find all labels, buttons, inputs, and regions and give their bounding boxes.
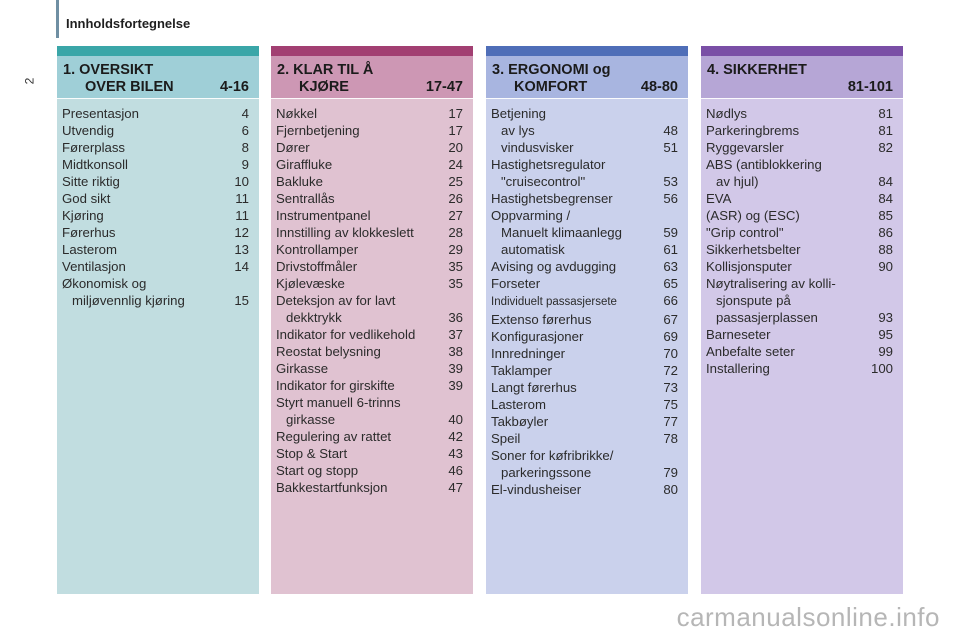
toc-entry-page: 78 (663, 431, 678, 446)
toc-entry-title: Reostat belysning (276, 344, 381, 359)
toc-entry-page: 79 (663, 465, 678, 480)
toc-entry-page: 35 (448, 259, 463, 274)
toc-entry[interactable] (62, 258, 249, 275)
toc-entry[interactable] (491, 379, 678, 396)
toc-entry[interactable] (491, 328, 678, 345)
toc-entry[interactable] (706, 122, 893, 139)
toc-entry[interactable] (706, 360, 893, 377)
toc-entry[interactable] (706, 139, 893, 156)
toc-entry-title: Taklamper (491, 363, 552, 378)
toc-entry-title: Oppvarming / (491, 208, 571, 223)
toc-entry-title: Dører (276, 140, 310, 155)
toc-entry-page: 80 (663, 482, 678, 497)
toc-entry[interactable] (276, 122, 463, 139)
toc-entry[interactable] (276, 479, 463, 496)
toc-entry-title: EVA (706, 191, 732, 206)
toc-entry-page: 84 (878, 174, 893, 189)
toc-entry-page: 37 (448, 327, 463, 342)
toc-entry[interactable] (276, 360, 463, 377)
toc-entry-page: 61 (663, 242, 678, 257)
toc-entry[interactable] (706, 190, 893, 207)
toc-entry[interactable] (276, 428, 463, 445)
section-heading[interactable] (486, 56, 688, 98)
toc-entry-page: 43 (448, 446, 463, 461)
toc-entry-title: Drivstoffmåler (276, 259, 358, 274)
toc-entry-page: 28 (448, 225, 463, 240)
section-color-bar (57, 46, 259, 56)
toc-entry-page: 93 (878, 310, 893, 325)
toc-entry-title: sjonspute på (716, 293, 791, 308)
toc-entry-title: Betjening (491, 106, 546, 121)
toc-entry[interactable] (491, 362, 678, 379)
toc-entry-page: 81 (878, 106, 893, 121)
toc-entry-page: 59 (663, 225, 678, 240)
section-entry-list (486, 99, 688, 498)
toc-entry-page: 4 (241, 106, 249, 121)
toc-entry[interactable] (276, 139, 463, 156)
toc-entry-title: ABS (antiblokkering (706, 157, 822, 172)
section-heading-title: 2. KLAR TIL Å (277, 62, 374, 78)
toc-entry-page: 84 (878, 191, 893, 206)
toc-entry-title: Deteksjon av for lavt (276, 293, 396, 308)
toc-entry[interactable] (491, 156, 678, 173)
section-heading-subtitle: KOMFORT (514, 79, 588, 95)
toc-entry-title: Speil (491, 431, 521, 446)
toc-entry-page: 11 (235, 191, 249, 206)
toc-entry[interactable] (491, 447, 678, 464)
toc-section-oversikt (57, 46, 259, 594)
toc-entry[interactable] (706, 309, 893, 326)
toc-entry[interactable] (276, 343, 463, 360)
toc-entry[interactable] (276, 207, 463, 224)
toc-entry-page: 10 (234, 174, 249, 189)
toc-entry-title: Førerhus (62, 225, 116, 240)
section-heading-title: 3. ERGONOMI og (492, 62, 611, 78)
section-color-bar (486, 46, 688, 56)
toc-entry-title: Kollisjonsputer (706, 259, 792, 274)
toc-entry[interactable] (276, 326, 463, 343)
toc-entry-title: Hastighetsregulator (491, 157, 606, 172)
toc-entry-title: Anbefalte seter (706, 344, 795, 359)
toc-entry[interactable] (62, 190, 249, 207)
toc-section-sikkerhet (701, 46, 903, 594)
toc-entry-title: Stop & Start (276, 446, 348, 461)
section-heading[interactable] (57, 56, 259, 98)
toc-entry-page: 20 (448, 140, 463, 155)
toc-entry[interactable] (62, 292, 249, 309)
toc-entry[interactable] (276, 377, 463, 394)
toc-entry-title: girkasse (286, 412, 336, 427)
toc-entry[interactable] (276, 275, 463, 292)
toc-entry-title: Fjernbetjening (276, 123, 360, 138)
toc-entry-page: 100 (870, 361, 893, 376)
toc-entry-page: 27 (448, 208, 463, 223)
toc-entry-title: Nøytralisering av kolli- (706, 276, 836, 291)
toc-entry[interactable] (62, 241, 249, 258)
section-entry-list (271, 99, 473, 496)
toc-entry[interactable] (276, 292, 463, 309)
watermark: carmanualsonline.info (676, 602, 940, 632)
toc-entry-title: Indikator for vedlikehold (276, 327, 416, 342)
toc-entry[interactable] (706, 275, 893, 292)
toc-entry-page: 29 (448, 242, 463, 257)
section-heading[interactable] (271, 56, 473, 98)
toc-entry[interactable] (491, 258, 678, 275)
toc-entry-page: 66 (663, 293, 678, 308)
toc-entry-title: av lys (501, 123, 535, 138)
toc-entry[interactable] (276, 190, 463, 207)
toc-entry[interactable] (706, 326, 893, 343)
section-entry-list (701, 99, 903, 377)
toc-entry[interactable] (706, 343, 893, 360)
section-page-range: 17-47 (425, 79, 463, 95)
toc-entry-page: 46 (448, 463, 463, 478)
toc-entry-page: 65 (663, 276, 678, 291)
page-title: Innholdsfortegnelse (66, 16, 191, 31)
toc-entry-page: 17 (448, 106, 463, 121)
toc-entry-page: 73 (663, 380, 678, 395)
toc-entry[interactable] (276, 173, 463, 190)
toc-entry-title: Nøkkel (276, 106, 318, 121)
toc-entry[interactable] (491, 224, 678, 241)
section-page-range: 81-101 (847, 79, 893, 95)
toc-entry-title: Økonomisk og (62, 276, 147, 291)
toc-entry-title: parkeringssone (501, 465, 592, 480)
toc-entry[interactable] (491, 481, 678, 498)
header-side-rule (56, 0, 59, 38)
toc-entry-title: Sentrallås (276, 191, 335, 206)
toc-entry-title: Kjølevæske (276, 276, 345, 291)
toc-entry-title: Sitte riktig (62, 174, 120, 189)
toc-entry[interactable] (706, 173, 893, 190)
toc-entry[interactable] (276, 105, 463, 122)
toc-entry-title: vindusvisker (501, 140, 574, 155)
toc-entry[interactable] (491, 413, 678, 430)
toc-entry-page: 53 (663, 174, 678, 189)
toc-entry[interactable] (491, 345, 678, 362)
toc-entry-title: Regulering av rattet (276, 429, 392, 444)
toc-entry-page: 13 (234, 242, 249, 257)
toc-entry[interactable] (276, 394, 463, 411)
toc-entry[interactable] (706, 156, 893, 173)
toc-entry-page: 70 (663, 346, 678, 361)
section-heading[interactable] (701, 56, 903, 98)
toc-entry-page: 14 (234, 259, 249, 274)
toc-entry-title: miljøvennlig kjøring (72, 293, 185, 308)
toc-section-klar-til-a-kjore (271, 46, 473, 594)
toc-entry-title: passasjerplassen (716, 310, 818, 325)
toc-entry-page: 75 (663, 397, 678, 412)
toc-entry-page: 40 (448, 412, 463, 427)
toc-entry-title: Innredninger (491, 346, 566, 361)
toc-entry-title: Langt førerhus (491, 380, 577, 395)
toc-section-ergonomi-og-komfort (486, 46, 688, 594)
toc-entry-title: Indikator for girskifte (276, 378, 395, 393)
toc-entry-title: Ventilasjon (62, 259, 126, 274)
toc-entry-title: Ryggevarsler (706, 140, 784, 155)
toc-entry-page: 38 (448, 344, 463, 359)
toc-entry[interactable] (276, 258, 463, 275)
toc-entry[interactable] (491, 275, 678, 292)
toc-entry-title: (ASR) og (ESC) (706, 208, 800, 223)
toc-entry-title: Extenso førerhus (491, 312, 592, 327)
toc-entry[interactable] (62, 156, 249, 173)
toc-entry[interactable] (491, 190, 678, 207)
section-heading-subtitle: OVER BILEN (85, 79, 174, 95)
toc-entry[interactable] (491, 122, 678, 139)
toc-entry[interactable] (62, 122, 249, 139)
toc-entry-page: 15 (234, 293, 249, 308)
toc-entry-page: 36 (448, 310, 463, 325)
toc-entry[interactable] (706, 224, 893, 241)
toc-entry-page: 12 (234, 225, 249, 240)
section-heading-title: 4. SIKKERHET (707, 62, 807, 78)
section-entry-list (57, 99, 259, 309)
toc-entry[interactable] (706, 207, 893, 224)
toc-entry[interactable] (706, 258, 893, 275)
toc-entry-title: Barneseter (706, 327, 771, 342)
toc-entry-title: Innstilling av klokkeslett (276, 225, 414, 240)
section-page-range: 48-80 (640, 79, 678, 95)
toc-entry-title: Bakluke (276, 174, 323, 189)
toc-entry-title: Start og stopp (276, 463, 359, 478)
toc-entry[interactable] (276, 411, 463, 428)
toc-entry-title: Lasterom (62, 242, 117, 257)
toc-entry-page: 26 (448, 191, 463, 206)
toc-entry[interactable] (706, 241, 893, 258)
toc-entry-page: 25 (448, 174, 463, 189)
toc-entry-page: 8 (241, 140, 249, 155)
section-color-bar (271, 46, 473, 56)
toc-entry-page: 24 (448, 157, 463, 172)
toc-entry-title: Hastighetsbegrenser (491, 191, 613, 206)
toc-entry-title: dekktrykk (286, 310, 342, 325)
toc-entry-title: Styrt manuell 6-trinns (276, 395, 401, 410)
toc-entry-title: Utvendig (62, 123, 115, 138)
toc-entry-page: 51 (663, 140, 678, 155)
toc-entry-page: 69 (663, 329, 678, 344)
toc-entry-title: Konfigurasjoner (491, 329, 584, 344)
toc-entry-page: 42 (448, 429, 463, 444)
toc-entry-title: Kontrollamper (276, 242, 359, 257)
toc-entry[interactable] (276, 241, 463, 258)
toc-entry-title: Forseter (491, 276, 541, 291)
toc-entry-title: El-vindusheiser (491, 482, 582, 497)
toc-entry[interactable] (491, 105, 678, 122)
toc-entry-title: "cruisecontrol" (501, 174, 586, 189)
toc-entry-title: "Grip control" (706, 225, 784, 240)
toc-entry[interactable] (706, 105, 893, 122)
toc-entry[interactable] (62, 105, 249, 122)
toc-entry-title: Midtkonsoll (62, 157, 128, 172)
toc-entry-title: av hjul) (716, 174, 759, 189)
toc-entry-title: Parkeringbrems (706, 123, 800, 138)
toc-entry-page: 35 (448, 276, 463, 291)
toc-entry-title: Avising og avdugging (491, 259, 617, 274)
toc-entry-title: Førerplass (62, 140, 126, 155)
toc-entry[interactable] (491, 464, 678, 481)
toc-entry-page: 17 (448, 123, 463, 138)
toc-entry[interactable] (491, 207, 678, 224)
toc-entry-page: 39 (448, 361, 463, 376)
toc-entry-title: Nødlys (706, 106, 748, 121)
toc-entry[interactable] (62, 207, 249, 224)
toc-entry[interactable] (706, 292, 893, 309)
toc-entry-title: Kjøring (62, 208, 104, 223)
toc-entry[interactable] (491, 292, 678, 311)
toc-entry-title: Giraffluke (276, 157, 333, 172)
toc-entry-page: 6 (241, 123, 249, 138)
page-number: 2 (22, 77, 37, 85)
section-heading-subtitle: KJØRE (299, 79, 349, 95)
toc-entry-title: Soner for køfribrikke/ (491, 448, 614, 463)
toc-entry[interactable] (491, 396, 678, 413)
toc-entry-title: Manuelt klimaanlegg (501, 225, 622, 240)
toc-entry-page: 85 (878, 208, 893, 223)
toc-entry-title: God sikt (62, 191, 111, 206)
toc-entry-title: Individuelt passasjersete (491, 296, 617, 308)
toc-entry-title: Takbøyler (491, 414, 549, 429)
toc-entry-page: 90 (878, 259, 893, 274)
toc-entry[interactable] (276, 462, 463, 479)
toc-entry-title: Lasterom (491, 397, 546, 412)
toc-entry-page: 63 (663, 259, 678, 274)
toc-entry[interactable] (276, 309, 463, 326)
toc-entry-page: 72 (663, 363, 678, 378)
toc-entry-page: 39 (448, 378, 463, 393)
toc-entry[interactable] (491, 430, 678, 447)
toc-entry-title: Sikkerhetsbelter (706, 242, 801, 257)
toc-entry[interactable] (276, 156, 463, 173)
toc-entry-title: Instrumentpanel (276, 208, 371, 223)
toc-entry[interactable] (62, 275, 249, 292)
toc-entry[interactable] (491, 241, 678, 258)
toc-entry-page: 56 (663, 191, 678, 206)
section-heading-title: 1. OVERSIKT (63, 62, 154, 78)
toc-entry[interactable] (491, 173, 678, 190)
toc-entry-title: Installering (706, 361, 770, 376)
section-page-range: 4-16 (219, 79, 249, 95)
toc-entry[interactable] (491, 311, 678, 328)
toc-entry-page: 48 (663, 123, 678, 138)
toc-entry[interactable] (62, 224, 249, 241)
toc-entry-page: 86 (878, 225, 893, 240)
toc-entry[interactable] (276, 224, 463, 241)
section-color-bar (701, 46, 903, 56)
toc-entry-page: 95 (878, 327, 893, 342)
toc-entry-title: Presentasjon (62, 106, 139, 121)
toc-entry[interactable] (491, 139, 678, 156)
toc-entry-page: 82 (878, 140, 893, 155)
toc-entry-page: 88 (878, 242, 893, 257)
toc-entry-page: 81 (878, 123, 893, 138)
toc-entry-title: Girkasse (276, 361, 329, 376)
toc-entry-title: Bakkestartfunksjon (276, 480, 388, 495)
toc-entry-title: automatisk (501, 242, 565, 257)
toc-entry[interactable] (62, 173, 249, 190)
toc-entry[interactable] (276, 445, 463, 462)
toc-entry-page: 67 (663, 312, 678, 327)
toc-entry-page: 77 (663, 414, 678, 429)
toc-entry[interactable] (62, 139, 249, 156)
toc-entry-page: 47 (448, 480, 463, 495)
toc-entry-page: 99 (878, 344, 893, 359)
toc-entry-page: 11 (235, 208, 249, 223)
toc-entry-page: 9 (241, 157, 249, 172)
